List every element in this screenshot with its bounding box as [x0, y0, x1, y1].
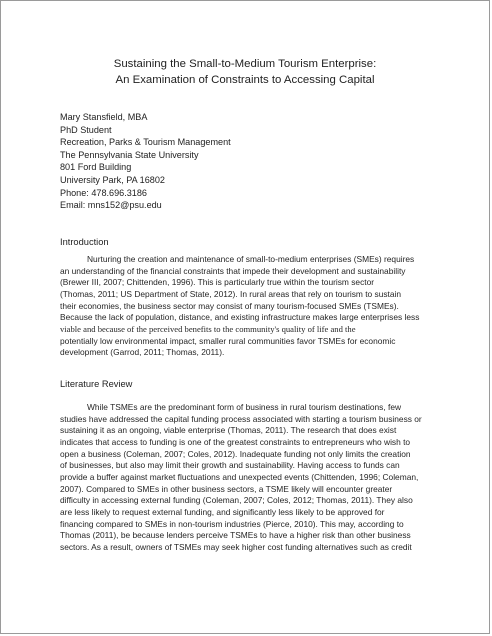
paragraph-line: Thomas (2011), be because lenders perceive TSMEs to have a higher risk than other business [60, 530, 411, 541]
author-city: University Park, PA 16802 [60, 174, 165, 185]
paragraph-line: are less likely to request external funding, and significantly less likely to be approved for [60, 506, 385, 517]
paragraph-line: development (Garrod, 2011; Thomas, 2011). [60, 347, 225, 358]
author-name: Mary Stansfield, MBA [60, 112, 148, 122]
title-line-1: Sustaining the Small-to-Medium Tourism Enterprise: [113, 58, 377, 70]
author-building: 801 Ford Building [60, 162, 132, 173]
paragraph-line: While TSMEs are the predominant form of business in rural tourism destinations, few [87, 402, 402, 412]
paper-title [1, 56, 489, 88]
paragraph-line: an understanding of the financial constraints that impede their development and sustainability [60, 265, 406, 276]
paragraph-line: open a business (Coleman, 2007; Coles, 2012). Inadequate funding not only limits the creation [60, 448, 411, 459]
paragraph-line: potentially low environmental impact, smaller rural communities favor TSMEs for economic [60, 335, 396, 346]
introduction-heading: Introduction [60, 237, 109, 247]
paragraph-line: viable and because of the perceived benefits to the community's quality of life and the [60, 323, 356, 334]
literature-review-paragraph [60, 402, 438, 554]
paragraph-line: of businesses, but also may limit their growth and sustainability. Having access to funds can [60, 460, 400, 471]
paragraph-line: Because the lack of population, distance, and existing infrastructure makes large enterprises less [60, 312, 420, 323]
paragraph-line: sustaining it as an ongoing, viable enterprise (Thomas, 2011). The research that does exist [60, 425, 397, 436]
author-role: PhD Student [60, 124, 112, 135]
author-department: Recreation, Parks & Tourism Management [60, 137, 231, 148]
author-email: Email: mns152@psu.edu [60, 200, 162, 211]
paragraph-line: (Thomas, 2011; US Department of State, 2012). In rural areas that rely on tourism to sustain [60, 288, 402, 299]
paragraph-line: indicates that access to funding is one of the greatest constraints to entrepreneurs who wish to [60, 436, 411, 447]
paragraph-line: 2007). Compared to SMEs in other business sectors, a TSME likely will encounter greater [60, 483, 393, 494]
paragraph-line: (Brewer III, 2007; Chittenden, 1996). This is particularly true within the tourism sector [60, 277, 375, 288]
paragraph-line: studies have addressed the capital funding process associated with starting a tourism business or [60, 413, 422, 424]
author-phone: Phone: 478.696.3186 [60, 187, 147, 198]
paragraph-line: sectors. As a result, owners of TSMEs may seek higher cost funding alternatives such as credit [60, 541, 412, 552]
paragraph-line: provide a buffer against market fluctuations and unexpected events (Chittenden, 1996; Coleman, [60, 471, 419, 482]
literature-review-heading: Literature Review [60, 379, 133, 389]
paragraph-line: Nurturing the creation and maintenance of small-to-medium enterprises (SMEs) requires [87, 254, 415, 264]
paragraph-line: financing compared to SMEs in non-tourism industries (Pierce, 2010). This may, according to [60, 518, 404, 529]
author-block [60, 111, 231, 212]
paragraph-line: difficulty in accessing external funding (Coleman, 2007; Coles, 2012; Thomas, 2011). They also [60, 495, 413, 506]
introduction-paragraph [60, 254, 438, 359]
author-university: The Pennsylvania State University [60, 149, 199, 160]
title-line-2: An Examination of Constraints to Accessing Capital [115, 74, 375, 86]
paragraph-line: their economies, the business sector may consist of many tourism-focused SMEs (TSMEs). [60, 300, 399, 311]
